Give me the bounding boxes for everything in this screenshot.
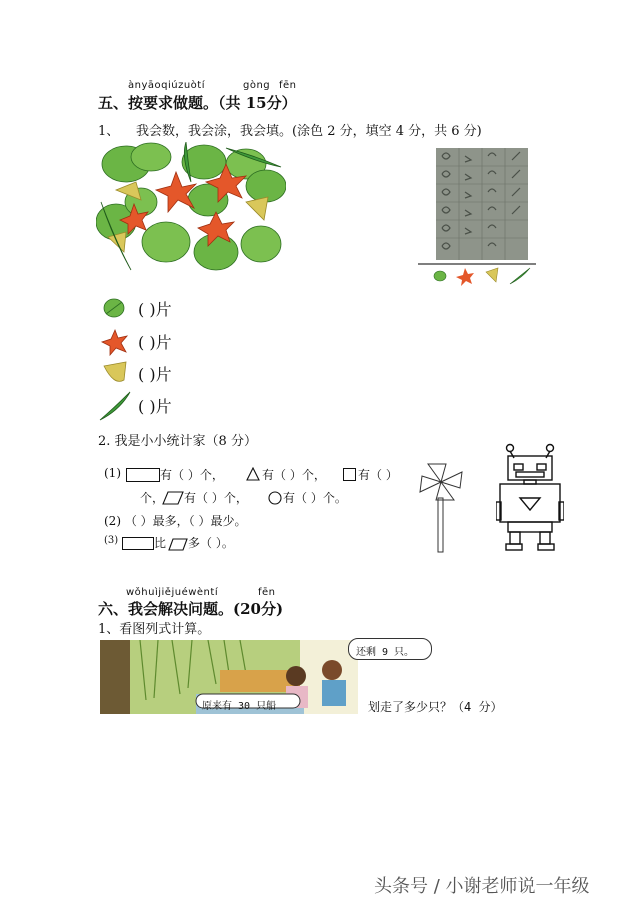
watermark: 头条号 / 小谢老师说一年级 [374,876,590,897]
q2-title: 2. 我是小小统计家（8 分） [98,434,257,449]
speech-bubble-right: 还剩 9 只。 [356,647,415,658]
robot-image [496,442,564,552]
count-blank-willow-leaf[interactable]: ( )片 [138,397,172,416]
statistics-chart-image [418,146,536,288]
q2-line2-prefix: 个， [140,491,165,505]
pinyin-line-5: fēn [258,587,276,598]
q2-triangle-count: 有（ ）个， [262,468,326,482]
q2-most-least: (2) （ ）最多，（ ）最少。 [104,514,247,528]
parallelogram-compare-icon [168,536,188,549]
count-blank-maple-leaf[interactable]: ( )片 [138,333,172,352]
pinyin-line-1: ànyāoqiúzuòtí [128,80,205,91]
q2-circle-count: 有（ ）个。 [283,491,347,505]
rectangle-compare-icon [122,537,154,550]
section6-heading: 六、我会解决问题。(20分) [98,600,284,618]
count-blank-green-leaf[interactable]: ( )片 [138,300,172,319]
q2-rect-count: 有（ ）个， [160,468,224,482]
green-leaf-icon [100,296,128,320]
speech-bubble-left: 原来有 30 只船 [202,701,277,712]
circle-shape-icon [268,490,282,504]
q1-number: 1、 [98,124,120,139]
ginkgo-leaf-icon [100,360,130,388]
pinyin-line-2: gòng [243,80,271,91]
rectangle-shape-icon [126,468,160,482]
leaf-collage-image [96,142,286,277]
square-shape-icon [343,468,356,481]
q2-compare-answer: 多（ ）。 [188,536,234,550]
count-blank-ginkgo-leaf[interactable]: ( )片 [138,365,172,384]
q2-line4-prefix: (3) [104,535,119,546]
q1-text: 我会数，我会涂，我会填。(涂色 2 分，填空 4 分，共 6 分) [136,124,482,139]
parallelogram-shape-icon [162,490,184,504]
q2-compare-word: 比 [154,536,167,550]
section6-q1: 1、看图列式计算。 [98,622,211,637]
pinwheel-image [416,458,470,554]
q2-parallelogram-count: 有（ ）个， [184,491,248,505]
pinyin-line-4: wǒhuìjiějuéwèntí [126,587,219,598]
boat-question: 划走了多少只？（4 分） [368,700,503,714]
willow-leaf-icon [98,390,132,422]
maple-leaf-icon [100,328,130,356]
pinyin-line-3: fēn [279,80,297,91]
q2-line1-prefix: (1) [104,466,121,480]
section5-heading: 五、按要求做题。（共 15分） [98,94,297,112]
triangle-shape-icon [246,466,260,480]
q2-square-count: 有（ ） [358,468,398,482]
